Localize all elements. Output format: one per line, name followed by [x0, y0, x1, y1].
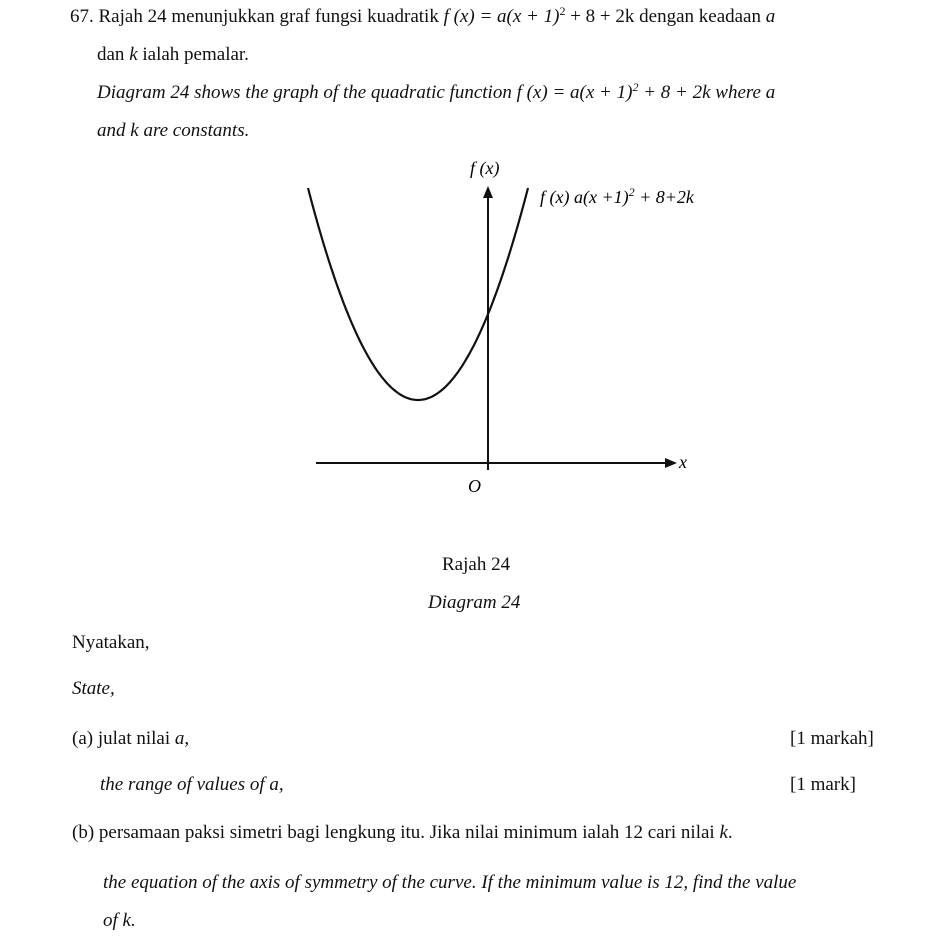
part-b-english-var: k — [122, 910, 131, 931]
part-a-label: (a) — [72, 728, 94, 749]
question-malay-text3: dan — [97, 44, 130, 65]
function-exponent-en: 2 — [632, 80, 639, 94]
part-b-english-end: . — [130, 910, 136, 931]
part-a-english-end: , — [278, 774, 284, 795]
var-k-en: k — [130, 120, 139, 141]
function-lhs: f (x) = a(x + 1) — [443, 6, 560, 27]
part-b-english-line2 — [103, 910, 136, 932]
var-a: a — [765, 6, 776, 27]
question-malay-text4: ialah pemalar. — [137, 44, 249, 65]
part-a-english — [100, 774, 284, 796]
curve-label-exp: 2 — [628, 185, 635, 199]
part-a-var: a — [174, 728, 185, 749]
parabola-curve — [308, 188, 528, 400]
curve-equation-label — [540, 185, 695, 208]
part-a-english-var: a — [269, 774, 279, 795]
part-b-malay-end: . — [727, 822, 733, 843]
var-a-en: a — [765, 82, 776, 103]
curve-label-lhs: f (x) a(x +1) — [540, 187, 629, 207]
y-axis-label: f (x) — [470, 158, 500, 178]
question-number: 67. — [70, 6, 94, 27]
function-rhs-en: + 8 + 2k — [638, 82, 711, 103]
part-a-english-marks: [1 mark] — [790, 774, 856, 795]
origin-label: O — [468, 476, 481, 496]
question-english-text1: Diagram 24 shows the graph of the quadratic function — [97, 82, 517, 103]
question-english-text3: and — [97, 120, 131, 141]
question-malay-text1: Rajah 24 menunjukkan graf fungsi kuadratik — [98, 6, 444, 27]
caption-malay: Rajah 24 — [442, 554, 511, 575]
part-b-malay-text: persamaan paksi simetri bagi lengkung itu. Jika nilai minimum ialah 12 cari nilai — [94, 822, 720, 843]
function-rhs: + 8 + 2k — [565, 6, 635, 27]
part-a-english-text: the range of values of — [100, 774, 270, 795]
x-axis-label: x — [679, 452, 687, 472]
curve-label-rhs: + 8+2k — [634, 187, 694, 207]
function-lhs-en: f (x) = a(x + 1) — [516, 82, 633, 103]
question-english-text4: are constants. — [138, 120, 250, 141]
question-malay-text2: dengan keadaan — [634, 6, 766, 27]
var-k: k — [129, 44, 138, 65]
instruction-malay: Nyatakan, — [72, 632, 150, 653]
part-a-malay-end: , — [184, 728, 190, 749]
caption-english: Diagram 24 — [428, 592, 521, 613]
part-a-malay-marks: [1 markah] — [790, 728, 874, 749]
part-a-malay — [72, 728, 189, 750]
part-b-var: k — [719, 822, 728, 843]
question-english-text2: where — [710, 82, 766, 103]
part-a-malay-text: julat nilai — [93, 728, 175, 749]
instruction-english: State, — [72, 678, 115, 699]
part-b-english-line1: the equation of the axis of symmetry of the curve. If the minimum value is 12, find the value — [103, 872, 797, 893]
part-b-english-pre: of — [103, 910, 123, 931]
part-b-label: (b) — [72, 822, 95, 843]
part-b-malay — [72, 822, 733, 844]
function-exponent: 2 — [559, 4, 566, 18]
